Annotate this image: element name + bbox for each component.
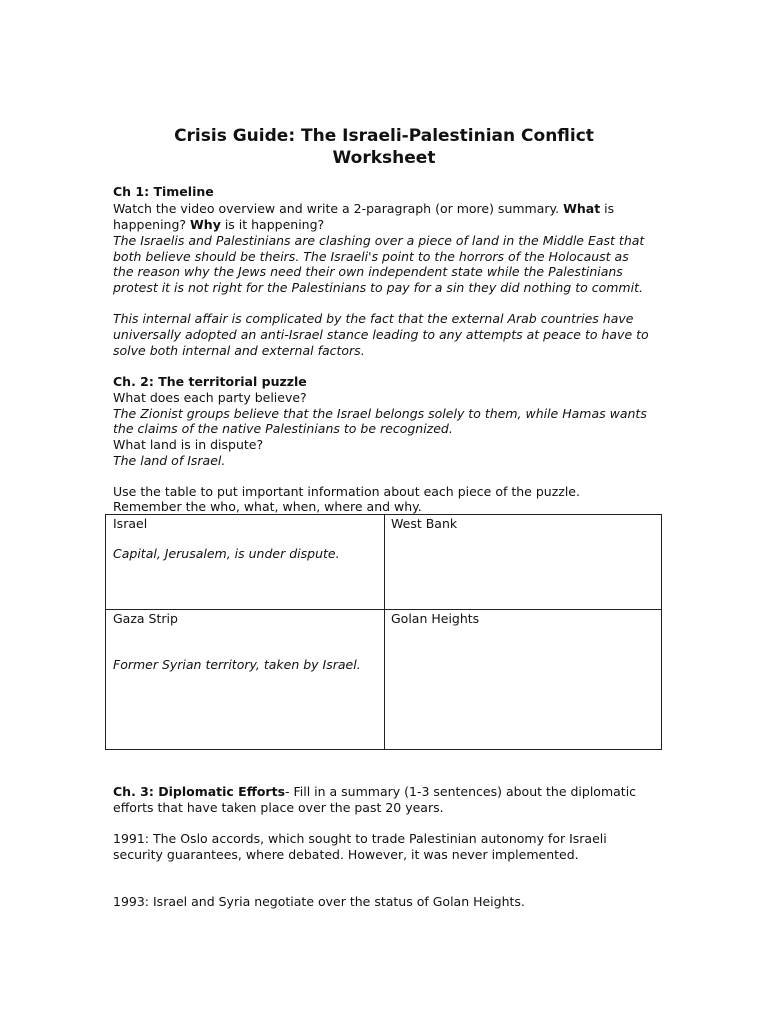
ch1-prompt-text-end: is	[600, 201, 615, 216]
ch1-answer-line: universally adopted an anti-Israel stance leading to any attempts at peace to have to	[113, 327, 649, 342]
ch3-prompt-line-2: efforts that have taken place over the past 20 years.	[113, 800, 444, 815]
table-cell-label: West Bank	[391, 516, 458, 531]
page-title-line-1: Crisis Guide: The Israeli-Palestinian Conflict	[174, 126, 594, 146]
ch1-answer-line: The Israelis and Palestinians are clashing over a piece of land in the Middle East that	[113, 233, 645, 248]
ch2-instructions-line: Use the table to put important information about each piece of the puzzle.	[113, 484, 580, 499]
table-cell-gaza-strip[interactable]	[106, 610, 384, 750]
table-cell-note: Capital, Jerusalem, is under dispute.	[113, 546, 340, 561]
ch2-answer-2: The land of Israel.	[113, 453, 226, 468]
ch2-question-1: What does each party believe?	[113, 390, 307, 405]
ch2-heading: Ch. 2: The territorial puzzle	[113, 374, 307, 389]
ch1-prompt-line-2	[113, 217, 324, 233]
ch1-prompt-text-2-end: is it happening?	[220, 217, 325, 232]
ch3-entry-1-line: security guarantees, where debated. However, it was never implemented.	[113, 847, 579, 862]
ch1-heading: Ch 1: Timeline	[113, 184, 214, 199]
ch1-answer-line: protest it is not right for the Palestinians to pay for a sin they did nothing to commit.	[113, 280, 643, 295]
ch2-instructions-line: Remember the who, what, when, where and why.	[113, 499, 422, 514]
territory-table	[105, 514, 662, 750]
ch1-answer-line: This internal affair is complicated by the fact that the external Arab countries have	[113, 311, 634, 326]
ch2-answer-1-line: the claims of the native Palestinians to be recognized.	[113, 421, 453, 436]
table-cell-note: Former Syrian territory, taken by Israel.	[113, 657, 361, 672]
ch1-answer-line: both believe should be theirs. The Israeli's point to the horrors of the Holocaust as	[113, 249, 629, 264]
table-cell-israel[interactable]	[106, 515, 384, 609]
ch1-prompt-text: Watch the video overview and write a 2-paragraph (or more) summary.	[113, 201, 564, 216]
ch1-answer-line: solve both internal and external factors.	[113, 343, 365, 358]
ch3-prompt-line-1	[113, 784, 636, 800]
table-cell-label: Golan Heights	[391, 611, 480, 626]
page-title-line-2: Worksheet	[332, 148, 436, 168]
ch3-prompt-text: - Fill in a summary (1-3 sentences) about the diplomatic	[285, 784, 637, 799]
ch3-entry-2: 1993: Israel and Syria negotiate over the status of Golan Heights.	[113, 894, 525, 909]
ch1-answer-line: the reason why the Jews need their own independent state while the Palestinians	[113, 264, 623, 279]
table-cell-label: Israel	[113, 516, 148, 531]
ch1-prompt-line-1	[113, 201, 614, 217]
ch2-answer-1-line: The Zionist groups believe that the Israel belongs solely to them, while Hamas wants	[113, 406, 647, 421]
table-cell-label: Gaza Strip	[113, 611, 178, 626]
ch1-prompt-text-2: happening?	[113, 217, 191, 232]
ch1-prompt-why: Why	[190, 217, 221, 232]
ch2-question-2: What land is in dispute?	[113, 437, 264, 452]
ch3-heading: Ch. 3: Diplomatic Efforts	[113, 784, 286, 799]
ch1-prompt-what: What	[563, 201, 601, 216]
table-cell-golan-heights[interactable]	[385, 610, 662, 750]
ch3-entry-1-line: 1991: The Oslo accords, which sought to trade Palestinian autonomy for Israeli	[113, 831, 607, 846]
table-cell-west-bank[interactable]	[385, 515, 662, 609]
